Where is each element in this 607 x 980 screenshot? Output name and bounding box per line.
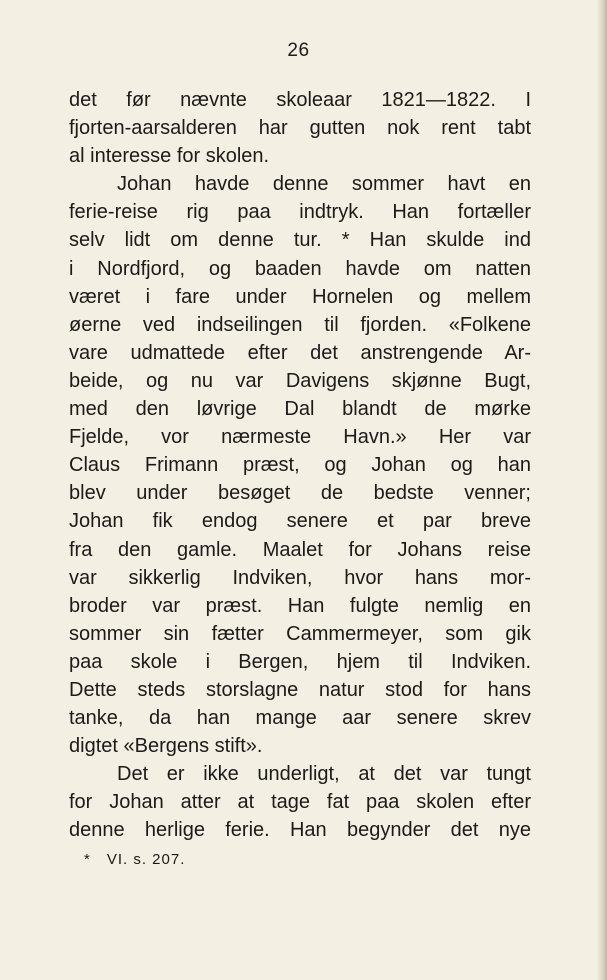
text-line: blev under besøget de bedste venner; (69, 482, 531, 505)
text-line: i Nordfjord, og baaden havde om natten (69, 257, 531, 280)
text-line: vare udmattede efter det anstrengende Ar- (69, 341, 531, 364)
page-number: 26 (287, 40, 310, 61)
text-line: Johan havde denne sommer havt en (117, 173, 531, 196)
text-line: selv lidt om denne tur. * Han skulde ind (69, 229, 531, 252)
text-line: sommer sin fætter Cammermeyer, som gik (69, 622, 531, 645)
text-line: fjorten-aarsalderen har gutten nok rent tabt (69, 117, 531, 140)
body-text (69, 86, 531, 845)
footnote-mark: * (84, 851, 91, 868)
text-line: øerne ved indseilingen til fjorden. «Folkene (69, 313, 531, 336)
text-line: det før nævnte skoleaar 1821—1822. I (69, 89, 531, 111)
text-line: Det er ikke underligt, at det var tungt (117, 763, 531, 786)
text-line: denne herlige ferie. Han begynder det nye (69, 819, 531, 842)
text-line: al interesse for skolen. (69, 145, 270, 168)
text-line: beide, og nu var Davigens skjønne Bugt, (69, 369, 531, 392)
page-edge (597, 0, 607, 980)
text-line: været i fare under Hornelen og mellem (69, 285, 531, 308)
text-line: var sikkerlig Indviken, hvor hans mor- (69, 566, 531, 589)
footnote-text: VI. s. 207. (106, 851, 186, 868)
text-line: Fjelde, vor nærmeste Havn.» Her var (69, 426, 531, 449)
text-line: broder var præst. Han fulgte nemlig en (69, 594, 531, 617)
text-line: Claus Frimann præst, og Johan og han (69, 454, 531, 477)
text-line: ferie-reise rig paa indtryk. Han fortæller (69, 201, 531, 224)
text-line: digtet «Bergens stift». (69, 735, 263, 758)
text-line: tanke, da han mange aar senere skrev (69, 707, 531, 730)
text-line: Johan fik endog senere et par breve (69, 510, 531, 533)
text-line: Dette steds storslagne natur stod for hans (69, 678, 531, 701)
text-line: paa skole i Bergen, hjem til Indviken. (69, 650, 531, 673)
footnote (84, 851, 185, 868)
text-line: for Johan atter at tage fat paa skolen efter (69, 791, 531, 814)
text-line: med den løvrige Dal blandt de mørke (69, 398, 531, 421)
text-line: fra den gamle. Maalet for Johans reise (69, 538, 531, 561)
